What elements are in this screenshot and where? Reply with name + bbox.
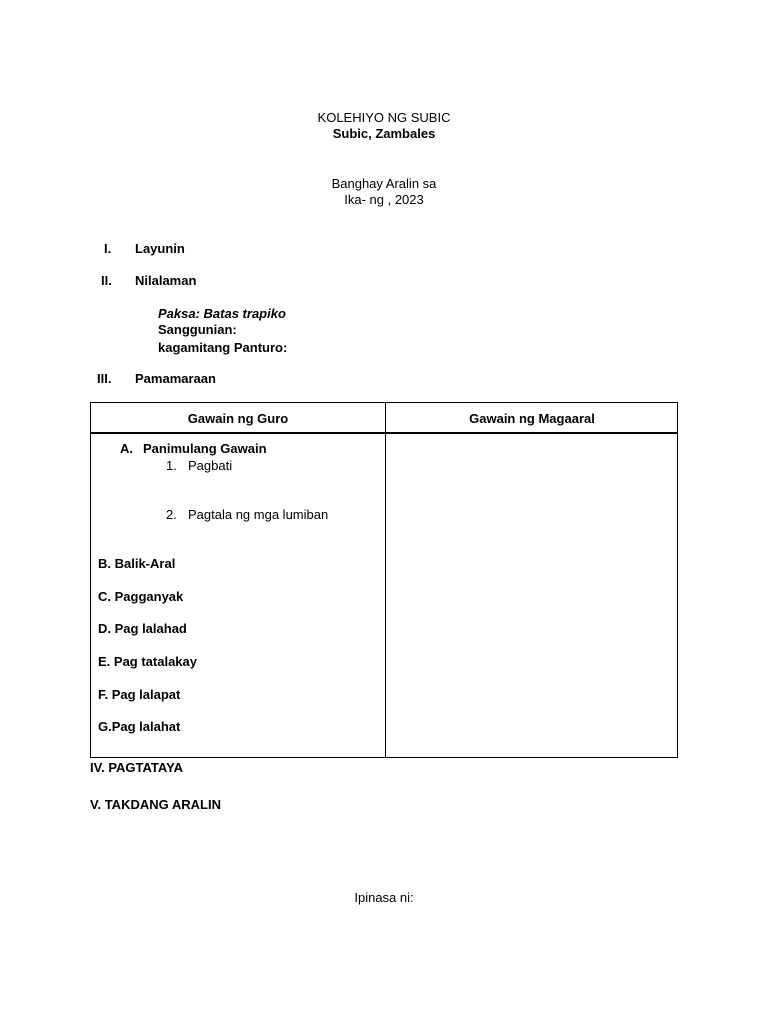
panimula-title: Panimulang Gawain — [143, 441, 267, 456]
table-header-divider — [91, 432, 677, 434]
step-paglalahat: G.Pag lalahat — [98, 719, 181, 734]
paksa-line: Paksa: Batas trapiko — [158, 306, 286, 321]
sub-item-2-number: 2. — [166, 507, 177, 522]
sub-item-1-text: Pagbati — [188, 458, 233, 473]
step-pagganyak: C. Pagganyak — [98, 589, 184, 604]
section-1-number: I. — [104, 241, 112, 256]
step-paglalapat: F. Pag lalapat — [98, 687, 181, 702]
sanggunian-line: Sanggunian: — [158, 322, 237, 337]
section-5-takdang-aralin: V. TAKDANG ARALIN — [90, 797, 221, 812]
school-name: KOLEHIYO NG SUBIC — [317, 110, 451, 125]
ipinasa-label: Ipinasa ni: — [354, 890, 414, 905]
school-location: Subic, Zambales — [332, 126, 436, 141]
step-balik-aral: B. Balik-Aral — [98, 556, 176, 571]
column-header-guro: Gawain ng Guro — [187, 411, 289, 426]
pamamaraan-table — [90, 402, 678, 758]
section-3-title: Pamamaraan — [135, 371, 216, 386]
section-2-title: Nilalaman — [135, 273, 197, 288]
section-2-number: II. — [101, 273, 112, 288]
section-4-pagtataya: IV. PAGTATAYA — [90, 760, 183, 775]
section-3-number: III. — [97, 371, 112, 386]
step-pagtatalakay: E. Pag tatalakay — [98, 654, 197, 669]
table-column-divider — [385, 403, 386, 757]
date-line: Ika- ng , 2023 — [344, 192, 424, 207]
kagamitan-line: kagamitang Panturo: — [158, 340, 288, 355]
sub-item-1-number: 1. — [166, 458, 177, 473]
step-paglalahad: D. Pag lalahad — [98, 621, 187, 636]
column-header-magaaral: Gawain ng Magaaral — [469, 411, 595, 426]
plan-title: Banghay Aralin sa — [331, 176, 437, 191]
section-1-title: Layunin — [135, 241, 185, 256]
sub-item-2-text: Pagtala ng mga lumiban — [188, 507, 329, 522]
panimula-letter: A. — [120, 441, 133, 456]
